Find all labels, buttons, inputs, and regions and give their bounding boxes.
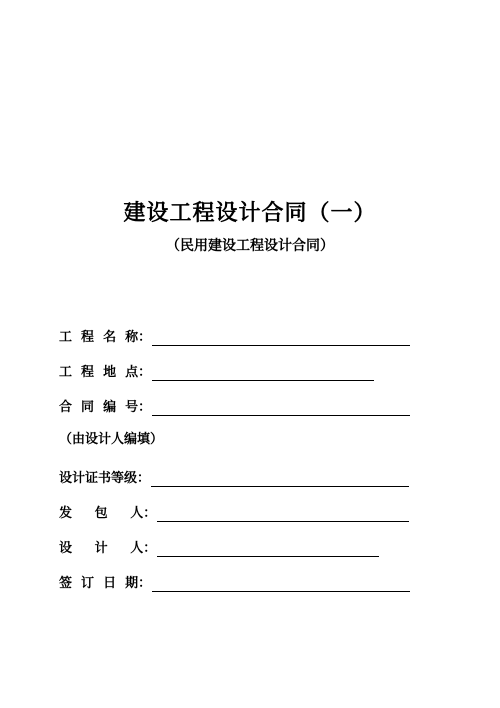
field-label-project-name: 工 程 名 称： — [59, 330, 152, 345]
document-title: 建设工程设计合同（一） — [123, 201, 377, 226]
field-label-project-location: 工 程 地 点： — [59, 365, 152, 380]
field-line-certificate-grade[interactable] — [151, 472, 409, 487]
field-line-project-name[interactable] — [152, 331, 410, 346]
field-label-designer: 设 计 人： — [59, 541, 157, 556]
fill-note: （由设计人编填） — [59, 432, 164, 447]
field-line-designer[interactable] — [157, 542, 379, 557]
field-label-contract-number: 合 同 编 号： — [59, 400, 152, 415]
field-line-project-location[interactable] — [152, 366, 374, 381]
field-contract-number — [59, 394, 410, 416]
field-client — [59, 500, 409, 522]
field-designer — [59, 535, 379, 557]
field-project-location — [59, 359, 374, 381]
field-certificate-grade — [59, 465, 409, 487]
document-subtitle: （民用建设工程设计合同） — [166, 238, 334, 254]
field-signing-date — [59, 570, 410, 592]
field-label-signing-date: 签 订 日 期： — [59, 576, 152, 591]
field-line-client[interactable] — [157, 507, 409, 522]
field-label-client: 发 包 人： — [59, 506, 157, 521]
field-line-signing-date[interactable] — [152, 577, 410, 592]
field-label-certificate-grade: 设计证书等级： — [59, 471, 151, 486]
field-project-name — [59, 324, 410, 346]
field-line-contract-number[interactable] — [152, 401, 410, 416]
